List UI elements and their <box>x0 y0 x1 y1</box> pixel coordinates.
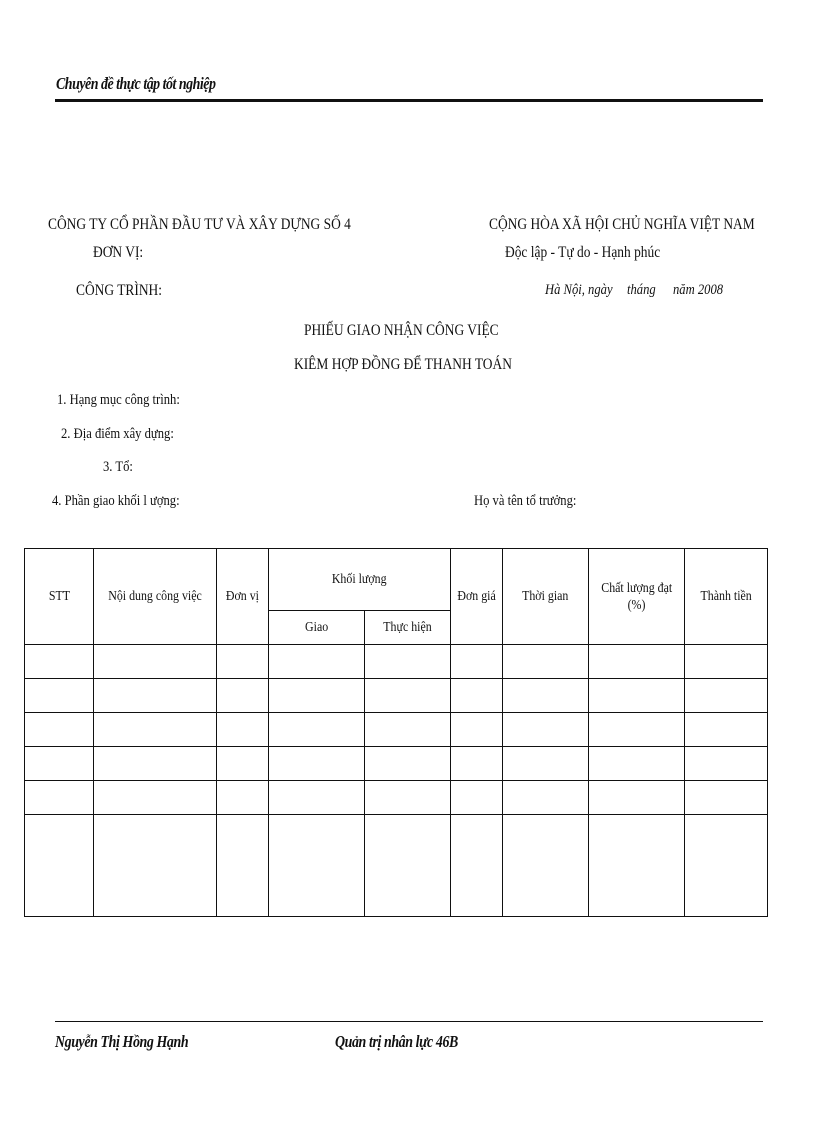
form-subtitle: KIÊM HỢP ĐỒNG ĐỂ THANH TOÁN <box>294 356 512 373</box>
footer-author: Nguyễn Thị Hồng Hạnh <box>55 1032 189 1051</box>
date-month: tháng <box>627 282 656 298</box>
table-row <box>25 645 768 679</box>
field-project-category: 1. Hạng mục công trình: <box>57 392 180 408</box>
table-header-row <box>25 549 768 611</box>
national-motto: Độc lập - Tự do - Hạnh phúc <box>505 244 661 261</box>
header-volume-assigned: Giao <box>269 611 365 645</box>
table-row <box>25 713 768 747</box>
footer-class: Quản trị nhân lực 46B <box>335 1032 458 1051</box>
date-year: năm 2008 <box>673 282 724 298</box>
header-quality: Chất lượng đạt (%) <box>589 549 685 645</box>
field-team: 3. Tổ: <box>103 459 133 475</box>
header-amount: Thành tiền <box>685 549 768 645</box>
table-row <box>25 747 768 781</box>
field-location: 2. Địa điểm xây dựng: <box>61 426 174 442</box>
header-volume: Khối lượng <box>269 549 451 611</box>
table-row <box>25 679 768 713</box>
header-time: Thời gian <box>503 549 589 645</box>
header-rule <box>55 99 763 102</box>
page-header-title: Chuyên đề thực tập tốt nghiệp <box>56 74 216 93</box>
unit-label: ĐƠN VỊ: <box>93 244 144 261</box>
table-row <box>25 815 768 917</box>
work-table <box>24 548 768 917</box>
header-unit: Đơn vị <box>217 549 269 645</box>
field-team-leader: Họ và tên tổ trưởng: <box>474 493 577 509</box>
form-title: PHIẾU GIAO NHẬN CÔNG VIỆC <box>304 322 499 339</box>
field-assigned-volume: 4. Phần giao khối l ượng: <box>52 493 180 509</box>
table-row <box>25 781 768 815</box>
footer-rule <box>55 1021 763 1022</box>
header-stt: STT <box>25 549 94 645</box>
company-name: CÔNG TY CỔ PHẦN ĐẦU TƯ VÀ XÂY DỰNG SỐ 4 <box>48 216 351 233</box>
header-unit-price: Đơn giá <box>451 549 503 645</box>
date-place: Hà Nội, ngày <box>545 282 613 298</box>
header-content: Nội dung công việc <box>94 549 217 645</box>
nation-title: CỘNG HÒA XÃ HỘI CHỦ NGHĨA VIỆT NAM <box>489 216 755 233</box>
project-label: CÔNG TRÌNH: <box>76 282 162 299</box>
header-volume-done: Thực hiện <box>365 611 451 645</box>
